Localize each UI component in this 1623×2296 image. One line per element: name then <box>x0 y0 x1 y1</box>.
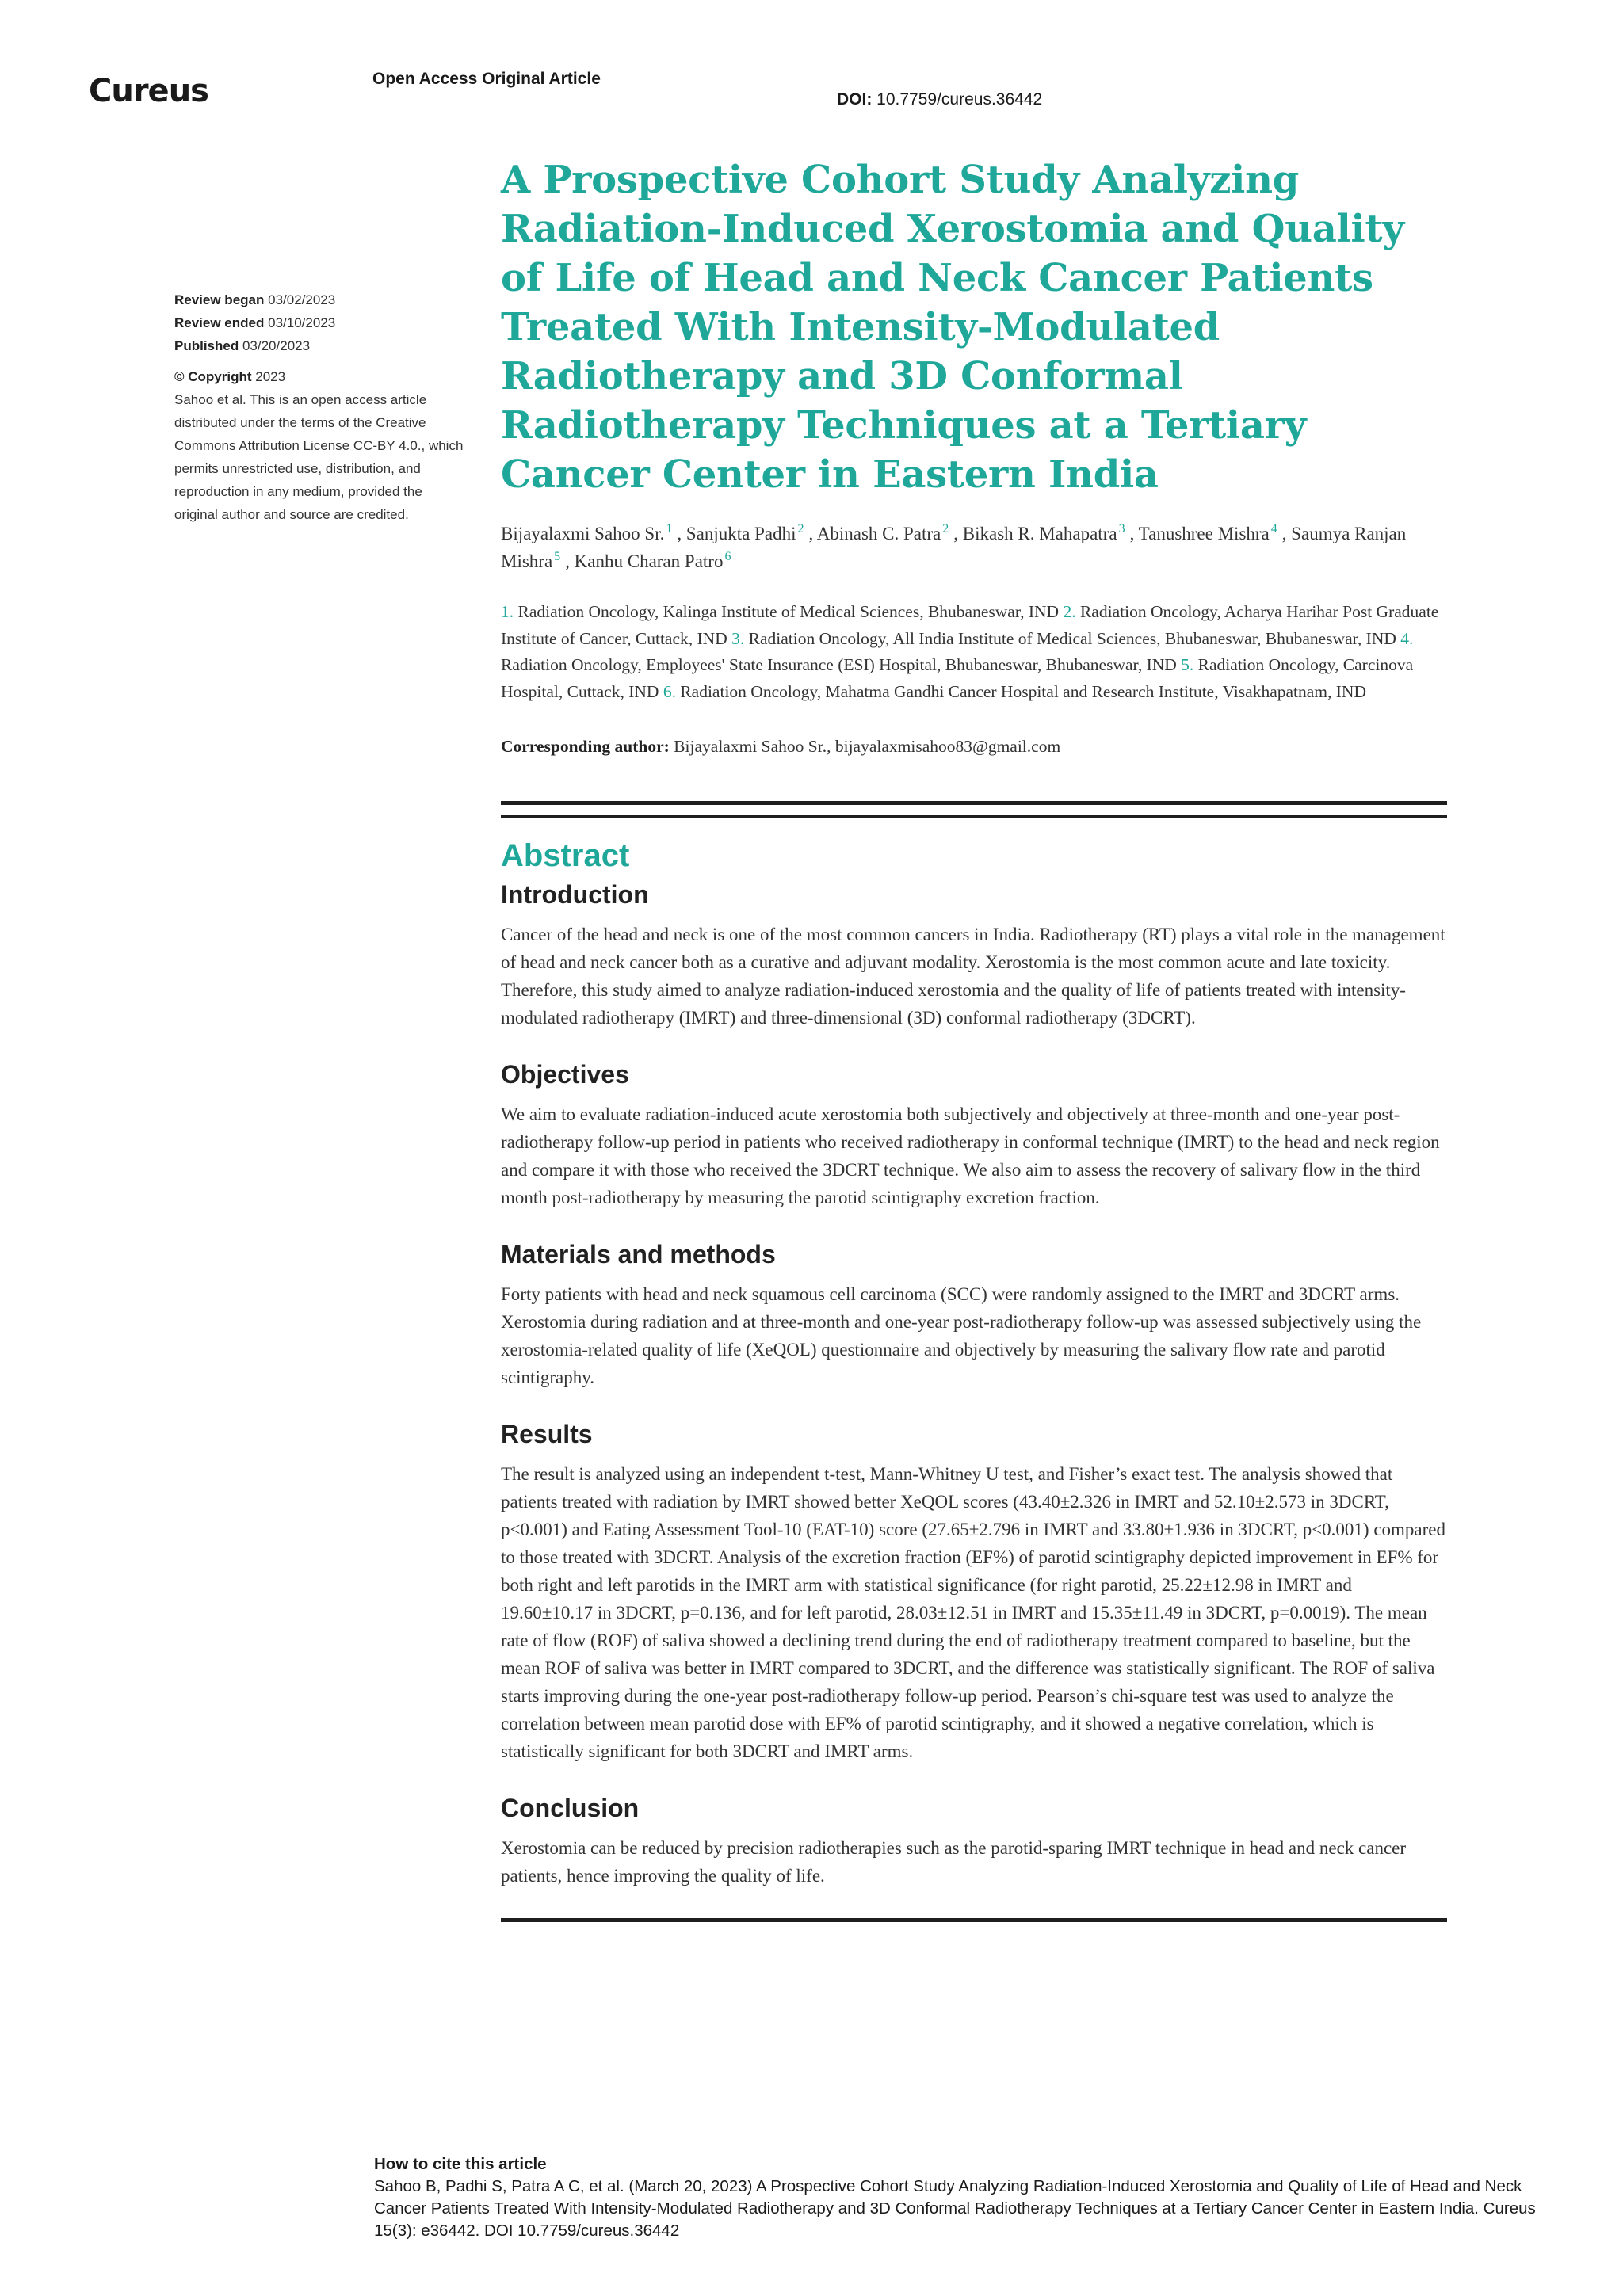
review-ended-label: Review ended <box>174 315 265 330</box>
author-name[interactable]: Bikash R. Mahapatra <box>962 524 1117 543</box>
author-separator: , <box>565 551 570 571</box>
citation-text: Sahoo B, Padhi S, Patra A C, et al. (March 20, 2023) A Prospective Cohort Study Analyzing Radiation-Induced Xerostomia and Quality of Life of Head and Neck Cancer Patients Treated With Intensity-Modulated Radiotherapy and 3D Conformal Radiotherapy Techniques at a Tertiary Cancer Center in Eastern India. Cureus 15(3): e36442. DOI 10.7759/cureus.36442 <box>374 2177 1536 2240</box>
author-affiliation-number: 1 <box>666 522 673 536</box>
review-began <box>174 288 468 311</box>
author-affiliation-number: 5 <box>554 550 561 564</box>
affiliation-number: 4. <box>1400 628 1414 648</box>
section-text: The result is analyzed using an independent t-test, Mann-Whitney U test, and Fisher’s exact test. The analysis showed that patients treated with radiation by IMRT showed better XeQOL scores (43.40±2.326 in IMRT and 52.10±2.573 in 3DCRT, p<0.001) and Eating Assessment Tool-10 (EAT-10) score (27.65±2.796 in IMRT and 33.80±1.936 in 3DCRT, p<0.001) compared to those treated with 3DCRT. Analysis of the excretion fraction (EF%) of parotid scintigraphy depicted improvement in EF% for both right and left parotids in the IMRT arm with statistical significance (for right parotid, 25.22±12.98 in IMRT and 19.60±10.17 in 3DCRT, p=0.136, and for left parotid, 28.03±12.51 in IMRT and 15.35±11.49 in 3DCRT, p=0.0019). The mean rate of flow (ROF) of saliva showed a declining trend during the end of radiotherapy treatment compared to baseline, but the mean ROF of saliva was better in IMRT compared to 3DCRT, and the difference was statistically significant. The ROF of saliva starts improving during the one-year post-radiotherapy follow-up period. Pearson’s chi-square test was used to analyze the correlation between mean parotid dose with EF% of parotid scintigraphy, and it showed a negative correlation, which is statistically significant for both 3DCRT and IMRT arms. <box>501 1464 1446 1761</box>
abstract-bottom-rule <box>501 1918 1447 1922</box>
author-separator: , <box>1281 524 1287 543</box>
review-began-date: 03/02/2023 <box>268 292 336 307</box>
author-name[interactable]: Saumya Ranjan Mishra <box>501 524 1407 571</box>
review-began-label: Review began <box>174 292 265 307</box>
copyright <box>174 365 468 388</box>
author-separator: , <box>808 524 814 543</box>
affiliation-number: 5. <box>1181 655 1194 674</box>
review-ended <box>174 311 468 334</box>
section-heading: Conclusion <box>501 1794 640 1822</box>
affiliation-text: Radiation Oncology, Carcinova Hospital, Cuttack, IND <box>501 655 1414 701</box>
copyright-year: 2023 <box>255 369 286 384</box>
author-affiliation-number: 6 <box>724 550 731 564</box>
abstract-section-results <box>501 1420 1447 1765</box>
license-text: Sahoo et al. This is an open access article distributed under the terms of the Creative Commons Attribution License CC-BY 4.0., which permits unrestricted use, distribution, and reproduction in any medium, provided the original author and source are credited. <box>174 392 464 522</box>
corresponding-author <box>501 737 1447 757</box>
section-heading: Materials and methods <box>501 1240 776 1268</box>
article-dates-sidebar <box>174 288 468 526</box>
author-name[interactable]: Abinash C. Patra <box>816 524 941 543</box>
section-heading: Results <box>501 1420 593 1448</box>
affiliation-text: Radiation Oncology, All India Institute of Medical Sciences, Bhubaneswar, Bhubaneswar, IND <box>748 628 1396 648</box>
corresponding-label: Corresponding author: <box>501 737 670 756</box>
published-date: 03/20/2023 <box>242 338 311 353</box>
affiliation-text: Radiation Oncology, Employees' State Insurance (ESI) Hospital, Bhubaneswar, Bhubaneswar, IND <box>501 655 1177 674</box>
doi <box>837 90 1042 109</box>
author-name[interactable]: Sanjukta Padhi <box>685 524 796 543</box>
author-affiliation-number: 4 <box>1270 522 1277 536</box>
doi-value[interactable]: 10.7759/cureus.36442 <box>876 90 1043 109</box>
section-text: Xerostomia can be reduced by precision radiotherapies such as the parotid-sparing IMRT technique in head and neck cancer patients, hence improving the quality of life. <box>501 1838 1407 1886</box>
published <box>174 334 468 357</box>
doi-label: DOI: <box>837 90 873 109</box>
author-separator: , <box>953 524 958 543</box>
affiliations <box>501 599 1447 705</box>
author-list <box>501 520 1447 575</box>
abstract-section-conclusion <box>501 1794 1447 1890</box>
author-name[interactable]: Tanushree Mishra <box>1138 524 1270 543</box>
journal-logo[interactable]: Cureus <box>89 73 208 109</box>
section-text: Cancer of the head and neck is one of the most common cancers in India. Radiotherapy (RT) plays a vital role in the management of head and neck cancer both as a curative and adjuvant modality. Xerostomia is the most common acute and late toxicity. Therefore, this study aimed to analyze radiation-induced xerostomia and the quality of life of patients treated with intensity-modulated radiotherapy (IMRT) and three-dimensional (3D) conformal radiotherapy (3DCRT). <box>501 925 1445 1028</box>
published-label: Published <box>174 338 239 353</box>
citation-heading: How to cite this article <box>374 2155 547 2173</box>
author-affiliation-number: 2 <box>942 522 949 536</box>
section-heading: Objectives <box>501 1060 629 1089</box>
section-text: We aim to evaluate radiation-induced acute xerostomia both subjectively and objectively at three-month and one-year post-radiotherapy follow-up period in patients who received radiotherapy in conformal technique (IMRT) to the head and neck region and compare it with those who received the 3DCRT technique. We also aim to assess the recovery of salivary flow in the third month post-radiotherapy by measuring the parotid scintigraphy excretion fraction. <box>501 1104 1440 1207</box>
article-title: A Prospective Cohort Study Analyzing Radiation-Induced Xerostomia and Quality of Life of Head and Neck Cancer Patients Treated With Intensity-Modulated Radiotherapy and 3D Conformal Radiotherapy Techniques at a Tertiary Cancer Center in Eastern India <box>501 158 1404 497</box>
author-separator: , <box>677 524 682 543</box>
corresponding-text: Bijayalaxmi Sahoo Sr., bijayalaxmisahoo83@gmail.com <box>674 737 1061 756</box>
author-affiliation-number: 3 <box>1118 522 1125 536</box>
affiliation-text: Radiation Oncology, Kalinga Institute of Medical Sciences, Bhubaneswar, IND <box>517 602 1060 621</box>
copyright-label: © Copyright <box>174 369 252 384</box>
affiliation-number: 6. <box>663 681 676 701</box>
affiliation-number: 1. <box>501 602 514 621</box>
abstract-heading: Abstract <box>501 838 630 873</box>
affiliation-number: 2. <box>1063 602 1076 621</box>
author-affiliation-number: 2 <box>797 522 804 536</box>
affiliation-number: 3. <box>731 628 745 648</box>
article-type: Open Access Original Article <box>372 70 601 88</box>
author-separator: , <box>1129 524 1135 543</box>
abstract-section-methods <box>501 1240 1447 1391</box>
author-name[interactable]: Kanhu Charan Patro <box>574 551 724 571</box>
abstract-section-objectives <box>501 1060 1447 1211</box>
citation-block <box>374 2153 1547 2242</box>
section-text: Forty patients with head and neck squamous cell carcinoma (SCC) were randomly assigned to the IMRT and 3DCRT arms. Xerostomia during radiation and at three-month and one-year post-radiotherapy follow-up was assessed subjectively using the xerostomia-related quality of life (XeQOL) questionnaire and objectively by measuring the salivary flow rate and parotid scintigraphy. <box>501 1284 1422 1387</box>
abstract-top-rule <box>501 801 1447 818</box>
article-main <box>501 155 1447 1922</box>
affiliation-text: Radiation Oncology, Mahatma Gandhi Cancer Hospital and Research Institute, Visakhapatnam, IND <box>680 681 1366 701</box>
section-heading: Introduction <box>501 880 649 909</box>
affiliation-text: Radiation Oncology, Acharya Harihar Post Graduate Institute of Cancer, Cuttack, IND <box>501 602 1439 648</box>
review-ended-date: 03/10/2023 <box>268 315 336 330</box>
author-name[interactable]: Bijayalaxmi Sahoo Sr. <box>501 524 665 543</box>
abstract-section-introduction <box>501 880 1447 1032</box>
